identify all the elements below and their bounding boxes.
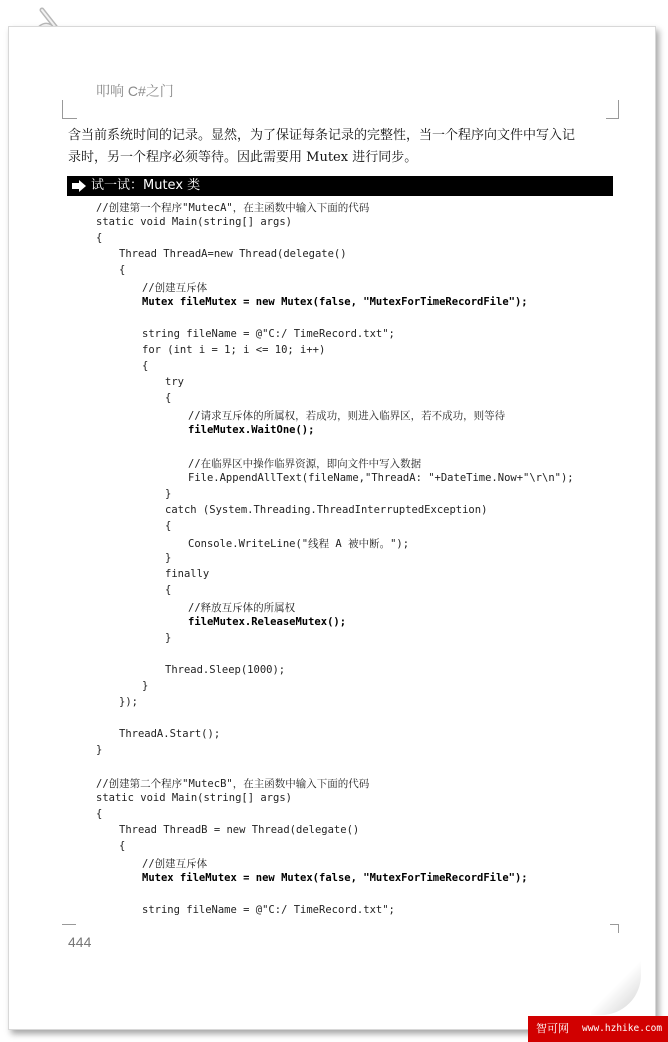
code-line: //请求互斥体的所属权，若成功，则进入临界区，若不成功，则等待 — [188, 410, 506, 422]
code-line: string fileName = @"C:/ TimeRecord.txt"; — [142, 328, 395, 340]
code-line: //创建第一个程序"MutecA"，在主函数中输入下面的代码 — [96, 202, 370, 214]
code-line: } — [165, 488, 172, 500]
section-title: 试一试：Mutex 类 — [91, 178, 201, 193]
code-line: ThreadA.Start(); — [119, 728, 221, 740]
code-line: Thread ThreadB = new Thread(delegate() — [119, 824, 360, 836]
intro-line: 含当前系统时间的记录。显然，为了保证每条记录的完整性，当一个程序向文件中写入记 — [68, 128, 576, 143]
code-line: Console.WriteLine("线程 A 被中断。"); — [188, 538, 410, 550]
code-line: } — [165, 552, 172, 564]
watermark-site: 智可网 — [536, 1022, 569, 1035]
code-line: Mutex fileMutex = new Mutex(false, "MutexForTimeRecordFile"); — [142, 872, 528, 884]
code-line: Mutex fileMutex = new Mutex(false, "MutexForTimeRecordFile"); — [142, 296, 528, 308]
code-line: //释放互斥体的所属权 — [188, 602, 296, 614]
code-line: } — [96, 744, 103, 756]
arrow-right-icon — [71, 176, 87, 196]
code-line: //在临界区中操作临界资源，即向文件中写入数据 — [188, 458, 422, 470]
page-number: 444 — [68, 934, 92, 950]
crop-mark — [62, 924, 76, 933]
watermark-url: www.hzhike.com — [582, 1023, 663, 1034]
code-line: finally — [165, 568, 210, 580]
code-line: //创建互斥体 — [142, 282, 208, 294]
watermark-banner — [528, 1016, 668, 1042]
code-line: try — [165, 376, 184, 388]
code-line: { — [96, 808, 103, 820]
code-line: } — [165, 632, 172, 644]
code-line: { — [165, 392, 172, 404]
code-line: } — [142, 680, 149, 692]
code-line: { — [142, 360, 149, 372]
code-line: { — [165, 584, 172, 596]
intro-paragraph — [68, 125, 616, 169]
code-line: catch (System.Threading.ThreadInterruptedException) — [165, 504, 488, 516]
crop-mark — [62, 100, 77, 119]
code-line: static void Main(string[] args) — [96, 792, 292, 804]
code-line: Thread ThreadA=new Thread(delegate() — [119, 248, 347, 260]
code-line: string fileName = @"C:/ TimeRecord.txt"; — [142, 904, 395, 916]
code-line: fileMutex.WaitOne(); — [188, 424, 315, 436]
code-line: { — [119, 840, 126, 852]
code-line: for (int i = 1; i <= 10; i++) — [142, 344, 326, 356]
code-line: { — [96, 232, 103, 244]
crop-mark — [606, 100, 619, 119]
section-bar — [67, 176, 613, 196]
code-line: }); — [119, 696, 138, 708]
running-header-title: 叩响 C#之门 — [96, 83, 174, 99]
crop-mark — [610, 924, 619, 933]
code-line: static void Main(string[] args) — [96, 216, 292, 228]
intro-line: 录时，另一个程序必须等待。因此需要用 Mutex 进行同步。 — [68, 150, 418, 165]
code-line: fileMutex.ReleaseMutex(); — [188, 616, 347, 628]
code-line: //创建第二个程序"MutecB"，在主函数中输入下面的代码 — [96, 778, 370, 790]
code-line: //创建互斥体 — [142, 858, 208, 870]
code-line: { — [165, 520, 172, 532]
code-line: { — [119, 264, 126, 276]
code-line: Thread.Sleep(1000); — [165, 664, 286, 676]
code-line: File.AppendAllText(fileName,"ThreadA: "+DateTime.Now+"\r\n"); — [188, 472, 574, 484]
page-curl — [591, 955, 641, 1015]
